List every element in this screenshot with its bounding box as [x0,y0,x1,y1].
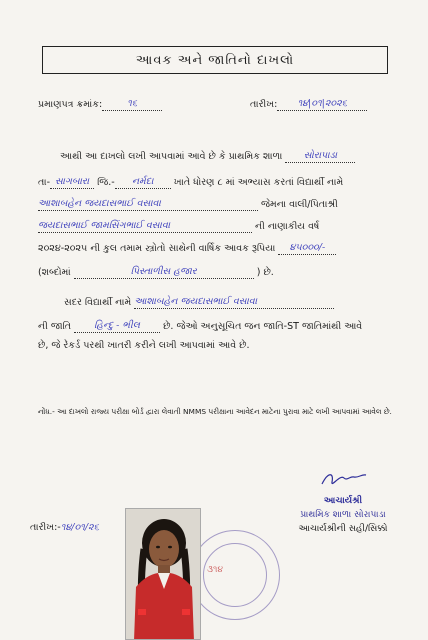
fy-text-2: ની કુલ તમામ સ્ત્રોતો સાથેની વાર્ષિક આવક રૂપિયા [90,243,276,254]
body-line-6 [38,266,274,279]
date-value: ૧૪|૦૧|૨૦૨૬ [277,98,367,111]
footer-date-row [30,522,99,534]
income-in-words: પિસ્તાળીસ હજાર [74,266,254,279]
signature-line-3: આચાર્યશ્રીની સહી/સિક્કો [298,524,388,534]
body-line-9 [38,340,250,352]
certificate-number-value: ૧૬ [102,98,162,111]
body-line-5 [38,242,336,255]
student-prefix: સદર વિદ્યાર્થી નામે [64,297,132,308]
note: નોંધ.- આ દાખલો રાજ્ય પરીક્ષા બોર્ડ દ્વારા લેવાતી NMMS પરીક્ષાના આવેદન માટેના પુરાવા માટે લખી આપવામાં આવેલ છે. [38,407,392,416]
student-name: આશાબહેન જયદાસભાઈ વસાવા [38,198,258,211]
body-line-7 [64,296,334,309]
district-label: જિ.- [97,177,115,188]
school-name: સોરાપાડા [285,150,355,163]
stamp-number: ૩૧૪ [207,565,223,575]
student-portrait-image [126,509,201,640]
date-label: તારીખ: [250,99,278,110]
body-line-2 [38,176,343,189]
fy-year: ૨૦૨૪-૨૦૨૫ [38,243,88,254]
signature-school: પ્રાથમિક શાળા સોરાપાડા [300,510,386,520]
student-name-2: આશાબહેન જયદાસભાઈ વસાવા [134,296,334,309]
words-suffix: ) છે. [256,267,274,278]
student-photo [125,508,201,640]
words-prefix: (શબ્દોમાં [38,267,71,278]
stamp-inner-ring [203,543,267,607]
guardian-text: જેમના વાલી/પિતાશ્રી [261,199,338,210]
body-line-4 [38,220,319,233]
body-line-8 [38,320,362,333]
income-value: ૪૫૦૦૦/- [278,242,336,255]
footer-date-label: તારીખ:- [30,522,61,533]
certificate-number-label: પ્રમાણપત્ર ક્રમાંક: [38,99,103,110]
certificate-title [42,46,388,74]
taluka-value: સાગબારા [50,176,94,189]
fy-text: ની નાણાકીય વર્ષ [255,221,320,232]
signature-block [268,468,418,536]
caste-text: છે. જેઓ અનુસૂચિત જન જાતિ-ST જાતિમાંથી આવે [163,321,363,332]
certificate-number-row [38,98,162,111]
title-text: આવક અને જાતિનો દાખલો [135,52,295,68]
intro-text: આથી આ દાખલો લખી આપવામાં આવે છે કે પ્રાથમિક શાળા [60,151,283,162]
guardian-name: જયદાસભાઈ જામસિંગભાઈ વસાવા [38,220,252,233]
caste-value: હિન્દુ - ભીલ [74,320,160,333]
closing-text: છે, જે રેકર્ડ પરથી ખાતરી કરીને લખી આપવામાં આવે છે. [38,340,250,351]
body-line-3 [38,198,338,211]
signature-scribble-icon [318,468,368,490]
signature-role: આચાર્યશ્રી [323,496,363,506]
caste-prefix: ની જાતિ [38,321,72,332]
body-line-1 [60,150,355,163]
standard-text: ખાતે ધોરણ ૮ માં અભ્યાસ કરતાં વિદ્યાર્થી નામે [173,177,344,188]
school-round-stamp [190,530,280,620]
district-value: નર્મદા [115,176,171,189]
footer-date-value: ૧૪/૦૧/૨૬ [60,522,99,533]
date-row [250,98,367,111]
taluka-label: તા- [38,177,51,188]
